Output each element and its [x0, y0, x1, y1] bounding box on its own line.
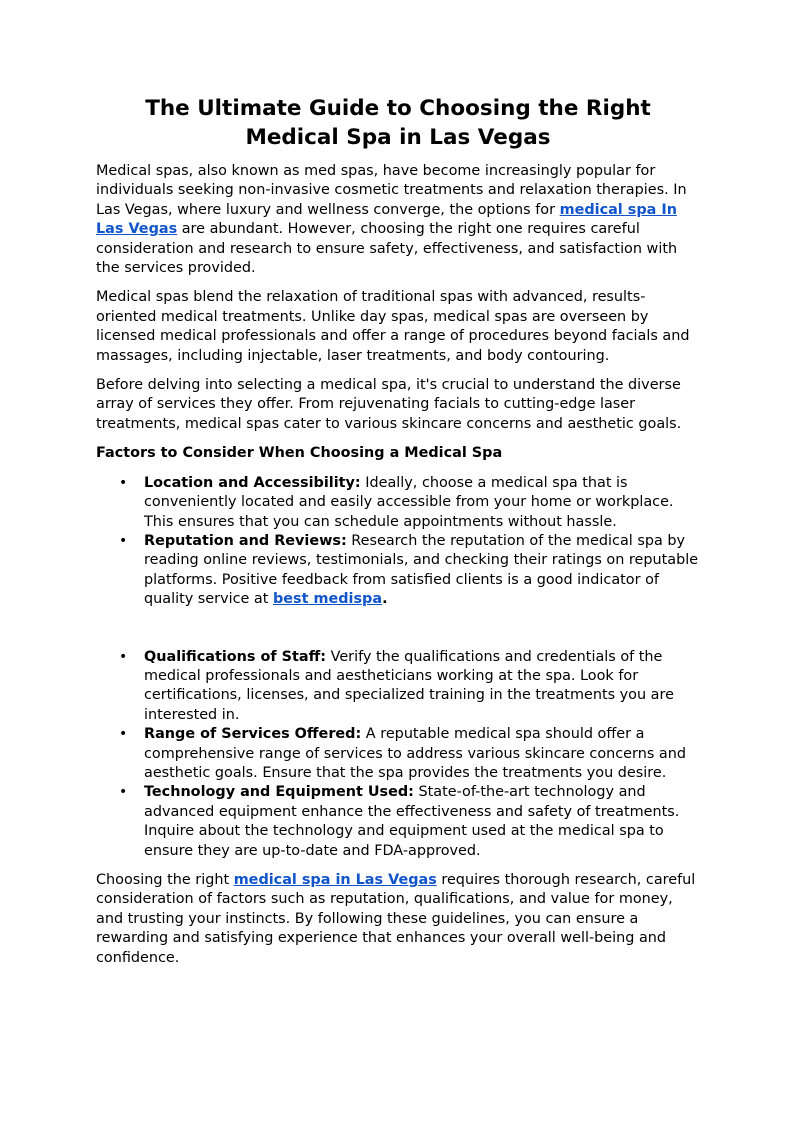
intro-paragraph [96, 162, 700, 278]
factor-text: Ideally, choose a medical spa that is conveniently located and easily accessible from your home or workplace. This ensures that you can schedule appointments without hassle. [144, 474, 674, 530]
list-item [119, 532, 700, 610]
conclusion-text-before-link: Choosing the right [96, 872, 234, 888]
factor-text: A reputable medical spa should offer a comprehensive range of services to address various skincare concerns and aesthetic goals. Ensure that the spa provides the treatments you desire. [144, 726, 686, 781]
services-paragraph: Before delving into selecting a medical spa, it's crucial to understand the diverse array of services they offer. From rejuvenating facials to cutting-edge laser treatments, medical spas cater to various skincare concerns and aesthetic goals. [96, 377, 682, 432]
bullet-icon: • [119, 532, 128, 549]
factors-list-part-1 [96, 474, 700, 610]
intro-text-after-link: are abundant. However, choosing the right one requires careful consideration and research to ensure safety, effectiveness, and satisfaction with the services provided. [96, 221, 678, 277]
bullet-icon: • [119, 474, 128, 491]
list-item [119, 474, 700, 532]
list-item [119, 783, 700, 861]
factor-text: State-of-the-art technology and advanced equipment enhance the effectiveness and safety of treatments. Inquire about the technology and equipment used at the medical spa to ensure they are up-to-date and FDA-approved. [144, 784, 680, 859]
intro-text-before-link: Medical spas, also known as med spas, have become increasingly popular for individuals seeking non-invasive cosmetic treatments and relaxation therapies. In Las Vegas, where luxury and wellness converge, the options for [96, 163, 687, 218]
factor-label: Range of Services Offered: [144, 726, 362, 743]
factor-label: Technology and Equipment Used: [144, 784, 414, 801]
list-item [119, 725, 700, 783]
medical-spa-las-vegas-link[interactable]: medical spa In Las Vegas [96, 201, 677, 238]
best-medispa-link[interactable]: best medispa [272, 591, 383, 608]
factors-heading: Factors to Consider When Choosing a Medical Spa [96, 445, 503, 462]
bullet-icon: • [119, 648, 128, 665]
list-item [119, 648, 700, 726]
factor-label: Qualifications of Staff: [144, 648, 327, 665]
bullet-icon: • [119, 726, 128, 743]
conclusion-paragraph [96, 871, 700, 968]
medical-spas-paragraph: Medical spas blend the relaxation of traditional spas with advanced, results-oriented medical treatments. Unlike day spas, medical spas are overseen by licensed medical professionals and offer a range of procedures beyond facials and massages, including injectable, laser treatments, and body contouring. [96, 289, 690, 364]
bullet-icon: • [119, 784, 128, 801]
factors-list-part-2 [96, 648, 700, 861]
conclusion-text-after-link: requires thorough research, careful consideration of factors such as reputation, qualifications, and value for money, and trusting your instincts. By following these guidelines, you can ensure a rewarding and satisfying experience that enhances your overall well-being and confidence. [96, 872, 696, 966]
factor-text: Research the reputation of the medical spa by reading online reviews, testimonials, and checking their ratings on reputable platforms. Positive feedback from satisfied clients is a good indicator of quality service at [144, 532, 699, 608]
factor-end-punctuation: . [382, 591, 388, 608]
document-page [96, 94, 700, 978]
factor-label: Location and Accessibility: [144, 474, 361, 491]
factor-text: Verify the qualifications and credentials of the medical professionals and aestheticians working at the spa. Look for certifications, licenses, and specialized training in the treatments you are interested in. [144, 648, 674, 723]
factor-label: Reputation and Reviews: [144, 532, 347, 549]
medical-spa-in-las-vegas-link[interactable]: medical spa in Las Vegas [233, 872, 437, 888]
page-title: The Ultimate Guide to Choosing the Right Medical Spa in Las Vegas [145, 96, 651, 150]
